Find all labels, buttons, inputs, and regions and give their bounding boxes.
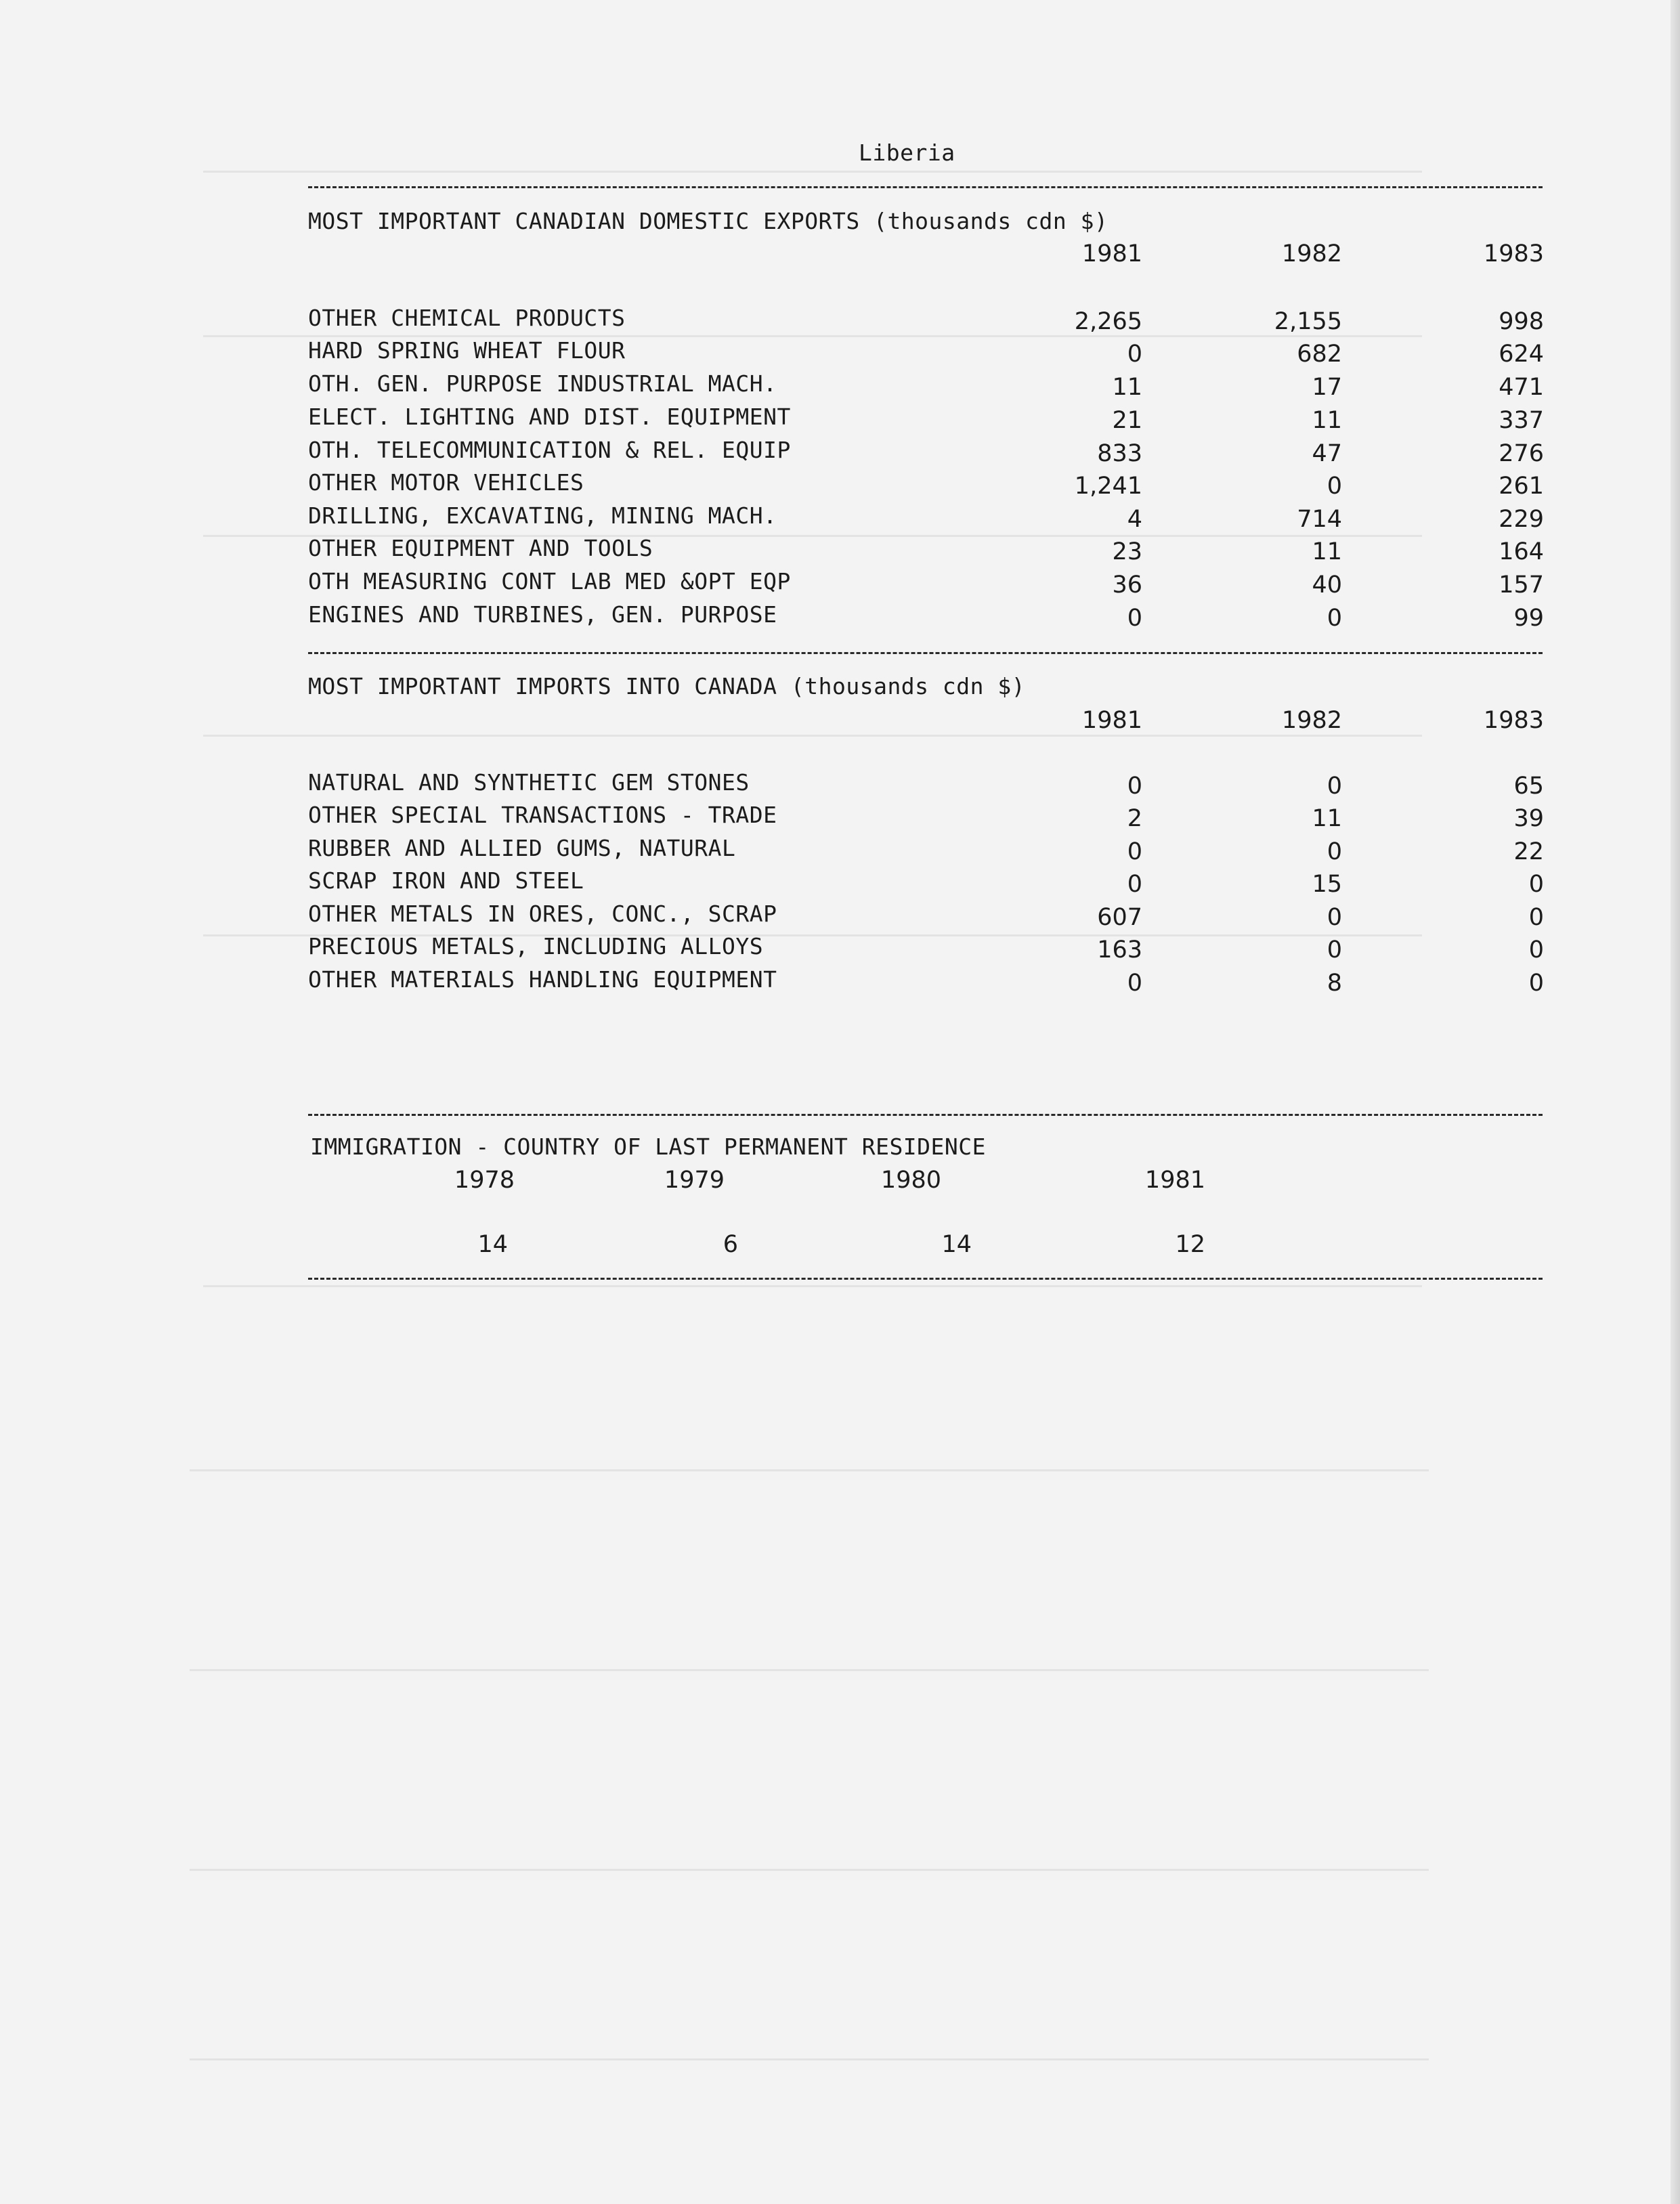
value-1983: 65 <box>1513 773 1544 800</box>
row-label: NATURAL AND SYNTHETIC GEM STONES <box>308 769 750 796</box>
row-label: OTHER EQUIPMENT AND TOOLS <box>308 535 653 561</box>
value-1981: 0 <box>1127 341 1142 368</box>
row-label: DRILLING, EXCAVATING, MINING MACH. <box>308 502 777 529</box>
value-1981: 0 <box>1127 773 1142 800</box>
divider <box>308 1114 1543 1116</box>
imports-year-1982: 1982 <box>1281 707 1342 734</box>
value-1982: 2,155 <box>1274 308 1342 335</box>
value-1983: 624 <box>1499 341 1544 368</box>
row-label: HARD SPRING WHEAT FLOUR <box>308 337 626 364</box>
value-1982: 0 <box>1327 773 1342 800</box>
divider <box>308 186 1543 188</box>
value-1983: 337 <box>1499 407 1544 434</box>
value-1982: 40 <box>1312 571 1342 599</box>
page-title: Liberia <box>859 139 955 166</box>
page-edge <box>1671 0 1680 2204</box>
row-label: OTHER MOTOR VEHICLES <box>308 469 584 496</box>
imports-year-1983: 1983 <box>1483 707 1544 734</box>
immigration-value-1980: 14 <box>941 1231 972 1258</box>
exports-year-1982: 1982 <box>1281 240 1342 267</box>
value-1983: 99 <box>1513 605 1544 632</box>
immigration-year-1979: 1979 <box>664 1167 725 1194</box>
value-1981: 2 <box>1127 805 1142 832</box>
exports-heading: MOST IMPORTANT CANADIAN DOMESTIC EXPORTS (thousands cdn $) <box>308 208 1108 234</box>
value-1982: 47 <box>1312 440 1342 467</box>
exports-year-1981: 1981 <box>1081 240 1142 267</box>
value-1983: 471 <box>1499 374 1544 401</box>
immigration-year-1978: 1978 <box>454 1167 515 1194</box>
value-1982: 17 <box>1312 374 1342 401</box>
row-label: OTH. GEN. PURPOSE INDUSTRIAL MACH. <box>308 370 777 397</box>
exports-year-1983: 1983 <box>1483 240 1544 267</box>
value-1981: 0 <box>1127 970 1142 997</box>
value-1982: 8 <box>1327 970 1342 997</box>
value-1983: 39 <box>1513 805 1544 832</box>
immigration-year-1980: 1980 <box>880 1167 941 1194</box>
value-1981: 23 <box>1112 538 1142 565</box>
row-label: ENGINES AND TURBINES, GEN. PURPOSE <box>308 601 777 628</box>
immigration-year-1981: 1981 <box>1144 1167 1205 1194</box>
value-1983: 164 <box>1499 538 1544 565</box>
value-1983: 0 <box>1528 904 1544 931</box>
row-label: OTHER METALS IN ORES, CONC., SCRAP <box>308 901 777 927</box>
row-label: OTH. TELECOMMUNICATION & REL. EQUIP <box>308 437 791 463</box>
value-1982: 682 <box>1297 341 1342 368</box>
value-1982: 11 <box>1312 805 1342 832</box>
value-1981: 0 <box>1127 605 1142 632</box>
immigration-value-1978: 14 <box>477 1231 508 1258</box>
value-1981: 4 <box>1127 506 1142 533</box>
row-label: OTHER CHEMICAL PRODUCTS <box>308 305 626 331</box>
value-1982: 714 <box>1297 506 1342 533</box>
divider <box>308 652 1543 654</box>
value-1982: 0 <box>1327 904 1342 931</box>
value-1981: 0 <box>1127 871 1142 898</box>
value-1981: 163 <box>1097 936 1142 964</box>
value-1981: 2,265 <box>1074 308 1142 335</box>
value-1983: 0 <box>1528 871 1544 898</box>
value-1981: 21 <box>1112 407 1142 434</box>
immigration-value-1981: 12 <box>1175 1231 1205 1258</box>
row-label: OTHER SPECIAL TRANSACTIONS - TRADE <box>308 802 777 828</box>
value-1983: 276 <box>1499 440 1544 467</box>
value-1983: 229 <box>1499 506 1544 533</box>
row-label: RUBBER AND ALLIED GUMS, NATURAL <box>308 835 736 861</box>
value-1982: 11 <box>1312 407 1342 434</box>
value-1981: 1,241 <box>1074 473 1142 500</box>
value-1981: 11 <box>1112 374 1142 401</box>
immigration-heading: IMMIGRATION - COUNTRY OF LAST PERMANENT RESIDENCE <box>310 1133 987 1160</box>
value-1983: 157 <box>1499 571 1544 599</box>
value-1981: 607 <box>1097 904 1142 931</box>
row-label: SCRAP IRON AND STEEL <box>308 867 584 894</box>
value-1983: 998 <box>1499 308 1544 335</box>
imports-year-1981: 1981 <box>1081 707 1142 734</box>
value-1983: 0 <box>1528 936 1544 964</box>
value-1981: 833 <box>1097 440 1142 467</box>
value-1982: 0 <box>1327 838 1342 865</box>
row-label: OTHER MATERIALS HANDLING EQUIPMENT <box>308 966 777 993</box>
value-1982: 15 <box>1312 871 1342 898</box>
row-label: PRECIOUS METALS, INCLUDING ALLOYS <box>308 933 764 959</box>
row-label: OTH MEASURING CONT LAB MED &OPT EQP <box>308 568 791 595</box>
value-1983: 261 <box>1499 473 1544 500</box>
immigration-value-1979: 6 <box>723 1231 738 1258</box>
value-1982: 0 <box>1327 605 1342 632</box>
value-1982: 11 <box>1312 538 1342 565</box>
value-1981: 36 <box>1112 571 1142 599</box>
divider <box>308 1278 1543 1280</box>
value-1983: 22 <box>1513 838 1544 865</box>
value-1982: 0 <box>1327 936 1342 964</box>
value-1982: 0 <box>1327 473 1342 500</box>
value-1983: 0 <box>1528 970 1544 997</box>
imports-heading: MOST IMPORTANT IMPORTS INTO CANADA (thousands cdn $) <box>308 673 1026 699</box>
row-label: ELECT. LIGHTING AND DIST. EQUIPMENT <box>308 404 791 430</box>
value-1981: 0 <box>1127 838 1142 865</box>
